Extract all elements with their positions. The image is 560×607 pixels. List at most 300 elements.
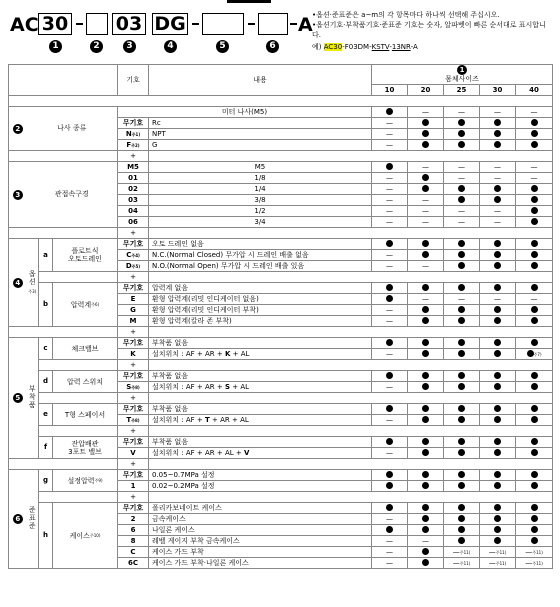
size-cell [516, 547, 553, 558]
size-cell: — [408, 162, 444, 173]
available-dot [531, 317, 538, 324]
content-cell: 부착품 없음 [149, 338, 372, 349]
available-dot [494, 526, 501, 533]
available-dot [422, 548, 429, 555]
content-cell: 설치위치 : AF + AR + K + AL [149, 349, 372, 360]
available-dot [458, 196, 465, 203]
available-dot [422, 317, 429, 324]
size-cell [372, 162, 408, 173]
plus-sign: + [118, 327, 149, 338]
size-cell [408, 338, 444, 349]
size-cell [372, 503, 408, 514]
available-dot [422, 174, 429, 181]
available-dot [494, 449, 501, 456]
size-cell [408, 415, 444, 426]
available-dot [422, 372, 429, 379]
footnote: 주4) [131, 252, 140, 258]
content-cell: N.C.(Normal Closed) 무가압 시 드레인 배출 없음 [149, 250, 372, 261]
available-dot [422, 416, 429, 423]
size-cell [444, 448, 480, 459]
size-cell: — [372, 217, 408, 228]
available-dot [531, 482, 538, 489]
size-cell [480, 415, 516, 426]
dash: — [488, 558, 496, 567]
size-cell: — [372, 448, 408, 459]
sub-letter: e [39, 404, 53, 426]
plus-sign: + [118, 393, 149, 404]
footnote: 주11) [532, 560, 543, 566]
circle-3: 3 [123, 40, 136, 53]
section-number: 4 [13, 278, 23, 288]
size-cell [480, 481, 516, 492]
available-dot [531, 251, 538, 258]
size-cell [516, 503, 553, 514]
size-cell [480, 525, 516, 536]
footnote: 주11) [459, 549, 471, 555]
symbol-cell: $C^{주4)}$ [118, 250, 149, 261]
available-dot [494, 416, 501, 423]
available-dot [458, 482, 465, 489]
footnote: 주5) [131, 263, 141, 269]
footnote: 주11) [459, 560, 471, 566]
spec-row [9, 503, 553, 514]
available-dot [386, 438, 393, 445]
available-dot [386, 240, 393, 247]
size-cell: — [480, 206, 516, 217]
symbol-cell: 무기호 [118, 437, 149, 448]
available-dot [494, 504, 501, 511]
size-cell [516, 536, 553, 547]
sub-label: 케이스$^{주10)}$ [53, 503, 118, 569]
pn-port-box: 03 [112, 13, 146, 35]
available-dot [494, 537, 501, 544]
content-cell: 폴리카보네이트 케이스 [149, 503, 372, 514]
section-number: 1 [457, 65, 467, 75]
plus-row [9, 151, 553, 162]
pn-dash [290, 23, 297, 25]
available-dot [531, 284, 538, 291]
available-dot [531, 449, 538, 456]
size-cell [408, 173, 444, 184]
size-cell [408, 525, 444, 536]
top-rule [227, 0, 271, 3]
size-cell [372, 283, 408, 294]
plus-row [9, 360, 553, 371]
available-dot [494, 284, 501, 291]
size-cell [480, 404, 516, 415]
size-cell [516, 239, 553, 250]
available-dot [386, 163, 393, 170]
available-dot [386, 405, 393, 412]
available-dot [422, 306, 429, 313]
section-num-cell [9, 338, 27, 459]
sub-letter: h [39, 503, 53, 569]
size-cell: — [408, 536, 444, 547]
available-dot [494, 141, 501, 148]
content-cell: 0.02~0.2MPa 설정 [149, 481, 372, 492]
size-cell [480, 250, 516, 261]
content-cell: 환형 압력계(칼라 존 부착) [149, 316, 372, 327]
size-cell [408, 470, 444, 481]
sub-letter: f [39, 437, 53, 459]
symbol-cell: 2 [118, 514, 149, 525]
size-cell [480, 547, 516, 558]
sub-label: 압력계$^{주6)}$ [53, 283, 118, 327]
size-cell [372, 239, 408, 250]
available-dot [458, 416, 465, 423]
content-cell: 설치위치 : AF + AR + S + AL [149, 382, 372, 393]
available-dot [458, 372, 465, 379]
pn-dash [248, 23, 255, 25]
sub-letter: a [39, 239, 53, 272]
size-cell: — [444, 294, 480, 305]
size-cell: — [516, 294, 553, 305]
available-dot [494, 350, 501, 357]
available-dot [422, 284, 429, 291]
available-dot [458, 251, 465, 258]
size-cell: — [372, 206, 408, 217]
section-name: 관접속구경 [27, 162, 118, 228]
available-dot [494, 471, 501, 478]
size-cell [372, 404, 408, 415]
size-cell [516, 349, 553, 360]
sub-label: 플로트식 오토드레인 [53, 239, 118, 272]
content-cell: 0.05~0.7MPa 설정 [149, 470, 372, 481]
size-cell: — [408, 195, 444, 206]
content-cell: 레벨 게이지 부착 금속케이스 [149, 536, 372, 547]
plus-row [9, 228, 553, 239]
available-dot [386, 504, 393, 511]
plus-row [9, 492, 553, 503]
available-dot [422, 405, 429, 412]
spec-row [9, 437, 553, 448]
size-cell [516, 250, 553, 261]
available-dot [494, 130, 501, 137]
size-cell [444, 514, 480, 525]
available-dot [386, 339, 393, 346]
available-dot [494, 317, 501, 324]
symbol-cell: 06 [118, 217, 149, 228]
content-cell: G [149, 140, 372, 151]
available-dot [458, 306, 465, 313]
size-cell [444, 404, 480, 415]
symbol-cell: $D^{주5)}$ [118, 261, 149, 272]
available-dot [494, 372, 501, 379]
size-cell [480, 470, 516, 481]
size-cell [408, 371, 444, 382]
available-dot [494, 339, 501, 346]
size-cell [444, 184, 480, 195]
available-dot [531, 218, 538, 225]
size-cell [444, 283, 480, 294]
pn-dash [192, 23, 199, 25]
ordering-notes [312, 10, 552, 52]
size-cell: — [444, 173, 480, 184]
spec-row [9, 283, 553, 294]
size-header: 20 [408, 85, 444, 96]
size-cell [516, 129, 553, 140]
footnote: 주1) [131, 131, 141, 137]
spec-row [9, 338, 553, 349]
size-cell [516, 195, 553, 206]
spec-row [9, 371, 553, 382]
available-dot [386, 526, 393, 533]
pn-semistd-box [258, 13, 288, 35]
size-cell [408, 547, 444, 558]
size-cell [444, 349, 480, 360]
content-cell: 부착품 없음 [149, 404, 372, 415]
size-cell [480, 283, 516, 294]
size-cell [516, 448, 553, 459]
size-cell [408, 349, 444, 360]
available-dot [531, 372, 538, 379]
size-cell [516, 206, 553, 217]
size-cell: — [372, 415, 408, 426]
symbol-cell: 무기호 [118, 371, 149, 382]
available-dot [422, 526, 429, 533]
plus-sign: + [118, 360, 149, 371]
footnote: 주8) [131, 417, 140, 423]
symbol-cell: 무기호 [118, 338, 149, 349]
available-dot [458, 504, 465, 511]
plus-row [9, 459, 553, 470]
section-number: 2 [13, 124, 23, 134]
size-cell: — [516, 173, 553, 184]
size-cell [444, 261, 480, 272]
size-cell [444, 316, 480, 327]
size-cell: — [372, 514, 408, 525]
available-dot [531, 130, 538, 137]
content-cell: 설치위치 : AF + AR + AL + V [149, 448, 372, 459]
available-dot [458, 130, 465, 137]
size-cell: — [372, 316, 408, 327]
available-dot [458, 449, 465, 456]
spec-row [9, 470, 553, 481]
note-line: •옵션기호·부착품기호·준표준 기호는 숫자, 알파벳이 빠른 순서대로 표시합니 [312, 21, 546, 29]
dash: — [452, 558, 460, 567]
circle-6: 6 [266, 40, 279, 53]
available-dot [386, 471, 393, 478]
available-dot [422, 504, 429, 511]
size-cell: — [372, 195, 408, 206]
available-dot [422, 383, 429, 390]
available-dot [531, 515, 538, 522]
size-cell [408, 184, 444, 195]
footnote: 주9) [94, 477, 103, 483]
plus-row [9, 327, 553, 338]
available-dot [494, 383, 501, 390]
size-cell [408, 382, 444, 393]
size-cell [408, 404, 444, 415]
plus-row [9, 272, 553, 283]
size-cell [408, 503, 444, 514]
plus-sign: + [118, 272, 149, 283]
available-dot [494, 438, 501, 445]
size-cell [444, 338, 480, 349]
size-cell [480, 448, 516, 459]
size-cell [372, 294, 408, 305]
symbol-cell: $S^{주8)}$ [118, 382, 149, 393]
size-cell [444, 195, 480, 206]
size-cell [372, 481, 408, 492]
sub-label: 잔압배관 3포트 밸브 [53, 437, 118, 459]
available-dot [494, 262, 501, 269]
size-cell [372, 338, 408, 349]
sub-label: T형 스페이서 [53, 404, 118, 426]
available-dot [531, 262, 538, 269]
sub-label: 설정압력$^{주9)}$ [53, 470, 118, 492]
available-dot [422, 482, 429, 489]
available-dot [422, 449, 429, 456]
content-cell: 3/4 [149, 217, 372, 228]
content-cell: M5 [149, 162, 372, 173]
available-dot [458, 185, 465, 192]
size-cell [480, 129, 516, 140]
available-dot [458, 537, 465, 544]
size-cell: — [372, 173, 408, 184]
size-header: 30 [480, 85, 516, 96]
pn-size-box: 30 [38, 13, 72, 35]
content-cell: 1/8 [149, 173, 372, 184]
size-cell [372, 437, 408, 448]
size-cell: — [444, 206, 480, 217]
size-cell: — [444, 107, 480, 118]
section-name: 옵션$^{주3)}$ [27, 239, 39, 327]
available-dot [422, 559, 429, 566]
size-cell [408, 283, 444, 294]
symbol-cell: V [118, 448, 149, 459]
size-cell [480, 140, 516, 151]
part-number-diagram [10, 6, 313, 56]
size-cell: — [408, 261, 444, 272]
size-cell: — [372, 547, 408, 558]
pn-dash [76, 23, 83, 25]
size-cell [516, 470, 553, 481]
symbol-cell: 무기호 [118, 118, 149, 129]
note-example: 예) AC30-F03DM-KSTV-13NR-A [312, 43, 418, 51]
size-cell [444, 250, 480, 261]
symbol-cell: 6 [118, 525, 149, 536]
symbol-cell: K [118, 349, 149, 360]
circle-4: 4 [164, 40, 177, 53]
size-cell: — [372, 536, 408, 547]
section-num-cell [9, 239, 27, 327]
available-dot [386, 482, 393, 489]
available-dot [531, 471, 538, 478]
size-cell [516, 514, 553, 525]
size-cell: — [480, 173, 516, 184]
sub-letter: g [39, 470, 53, 492]
section-num-cell [9, 162, 27, 228]
available-dot [422, 515, 429, 522]
size-cell [516, 525, 553, 536]
size-cell: — [480, 217, 516, 228]
available-dot [527, 350, 534, 357]
size-cell: — [480, 294, 516, 305]
spec-table [8, 64, 553, 569]
size-cell [480, 261, 516, 272]
size-cell: — [372, 250, 408, 261]
sub-letter: c [39, 338, 53, 360]
dash: — [525, 558, 533, 567]
size-cell [480, 558, 516, 569]
spec-row [9, 162, 553, 173]
size-cell: — [408, 107, 444, 118]
size-cell [444, 371, 480, 382]
size-cell: — [372, 261, 408, 272]
available-dot [531, 185, 538, 192]
available-dot [531, 339, 538, 346]
size-cell: — [408, 217, 444, 228]
available-dot [422, 350, 429, 357]
size-cell [516, 118, 553, 129]
size-cell [444, 129, 480, 140]
section-number: 5 [13, 393, 23, 403]
available-dot [494, 119, 501, 126]
symbol-cell: E [118, 294, 149, 305]
available-dot [458, 383, 465, 390]
plus-sign: + [118, 151, 149, 162]
available-dot [386, 108, 393, 115]
size-cell [444, 239, 480, 250]
size-cell [516, 437, 553, 448]
available-dot [422, 119, 429, 126]
symbol-cell: $F^{주2)}$ [118, 140, 149, 151]
size-cell [480, 437, 516, 448]
size-cell: — [372, 558, 408, 569]
size-cell: — [372, 129, 408, 140]
symbol-cell: 6C [118, 558, 149, 569]
size-cell: — [480, 162, 516, 173]
available-dot [458, 350, 465, 357]
available-dot [531, 306, 538, 313]
circle-5: 5 [216, 40, 229, 53]
symbol-cell: $N^{주1)}$ [118, 129, 149, 140]
available-dot [422, 130, 429, 137]
available-dot [494, 515, 501, 522]
footnote: 주2) [131, 142, 140, 148]
sub-letter: b [39, 283, 53, 327]
available-dot [386, 284, 393, 291]
pn-option-box: DG [152, 13, 188, 35]
size-cell [444, 140, 480, 151]
size-cell [444, 558, 480, 569]
header-symbol: 기호 [118, 65, 149, 96]
section-num-cell [9, 107, 27, 151]
available-dot [458, 515, 465, 522]
size-cell [408, 316, 444, 327]
size-cell: — [444, 162, 480, 173]
size-cell [372, 371, 408, 382]
size-cell: — [516, 162, 553, 173]
footnote: 주11) [532, 549, 543, 555]
available-dot [458, 526, 465, 533]
symbol-cell: 03 [118, 195, 149, 206]
symbol-cell: M [118, 316, 149, 327]
size-cell [408, 448, 444, 459]
size-cell [444, 481, 480, 492]
size-cell [516, 140, 553, 151]
available-dot [531, 383, 538, 390]
size-cell [516, 382, 553, 393]
size-cell [480, 349, 516, 360]
size-cell [408, 437, 444, 448]
available-dot [494, 196, 501, 203]
size-cell [408, 305, 444, 316]
size-cell: — [444, 217, 480, 228]
available-dot [494, 251, 501, 258]
size-cell [372, 470, 408, 481]
